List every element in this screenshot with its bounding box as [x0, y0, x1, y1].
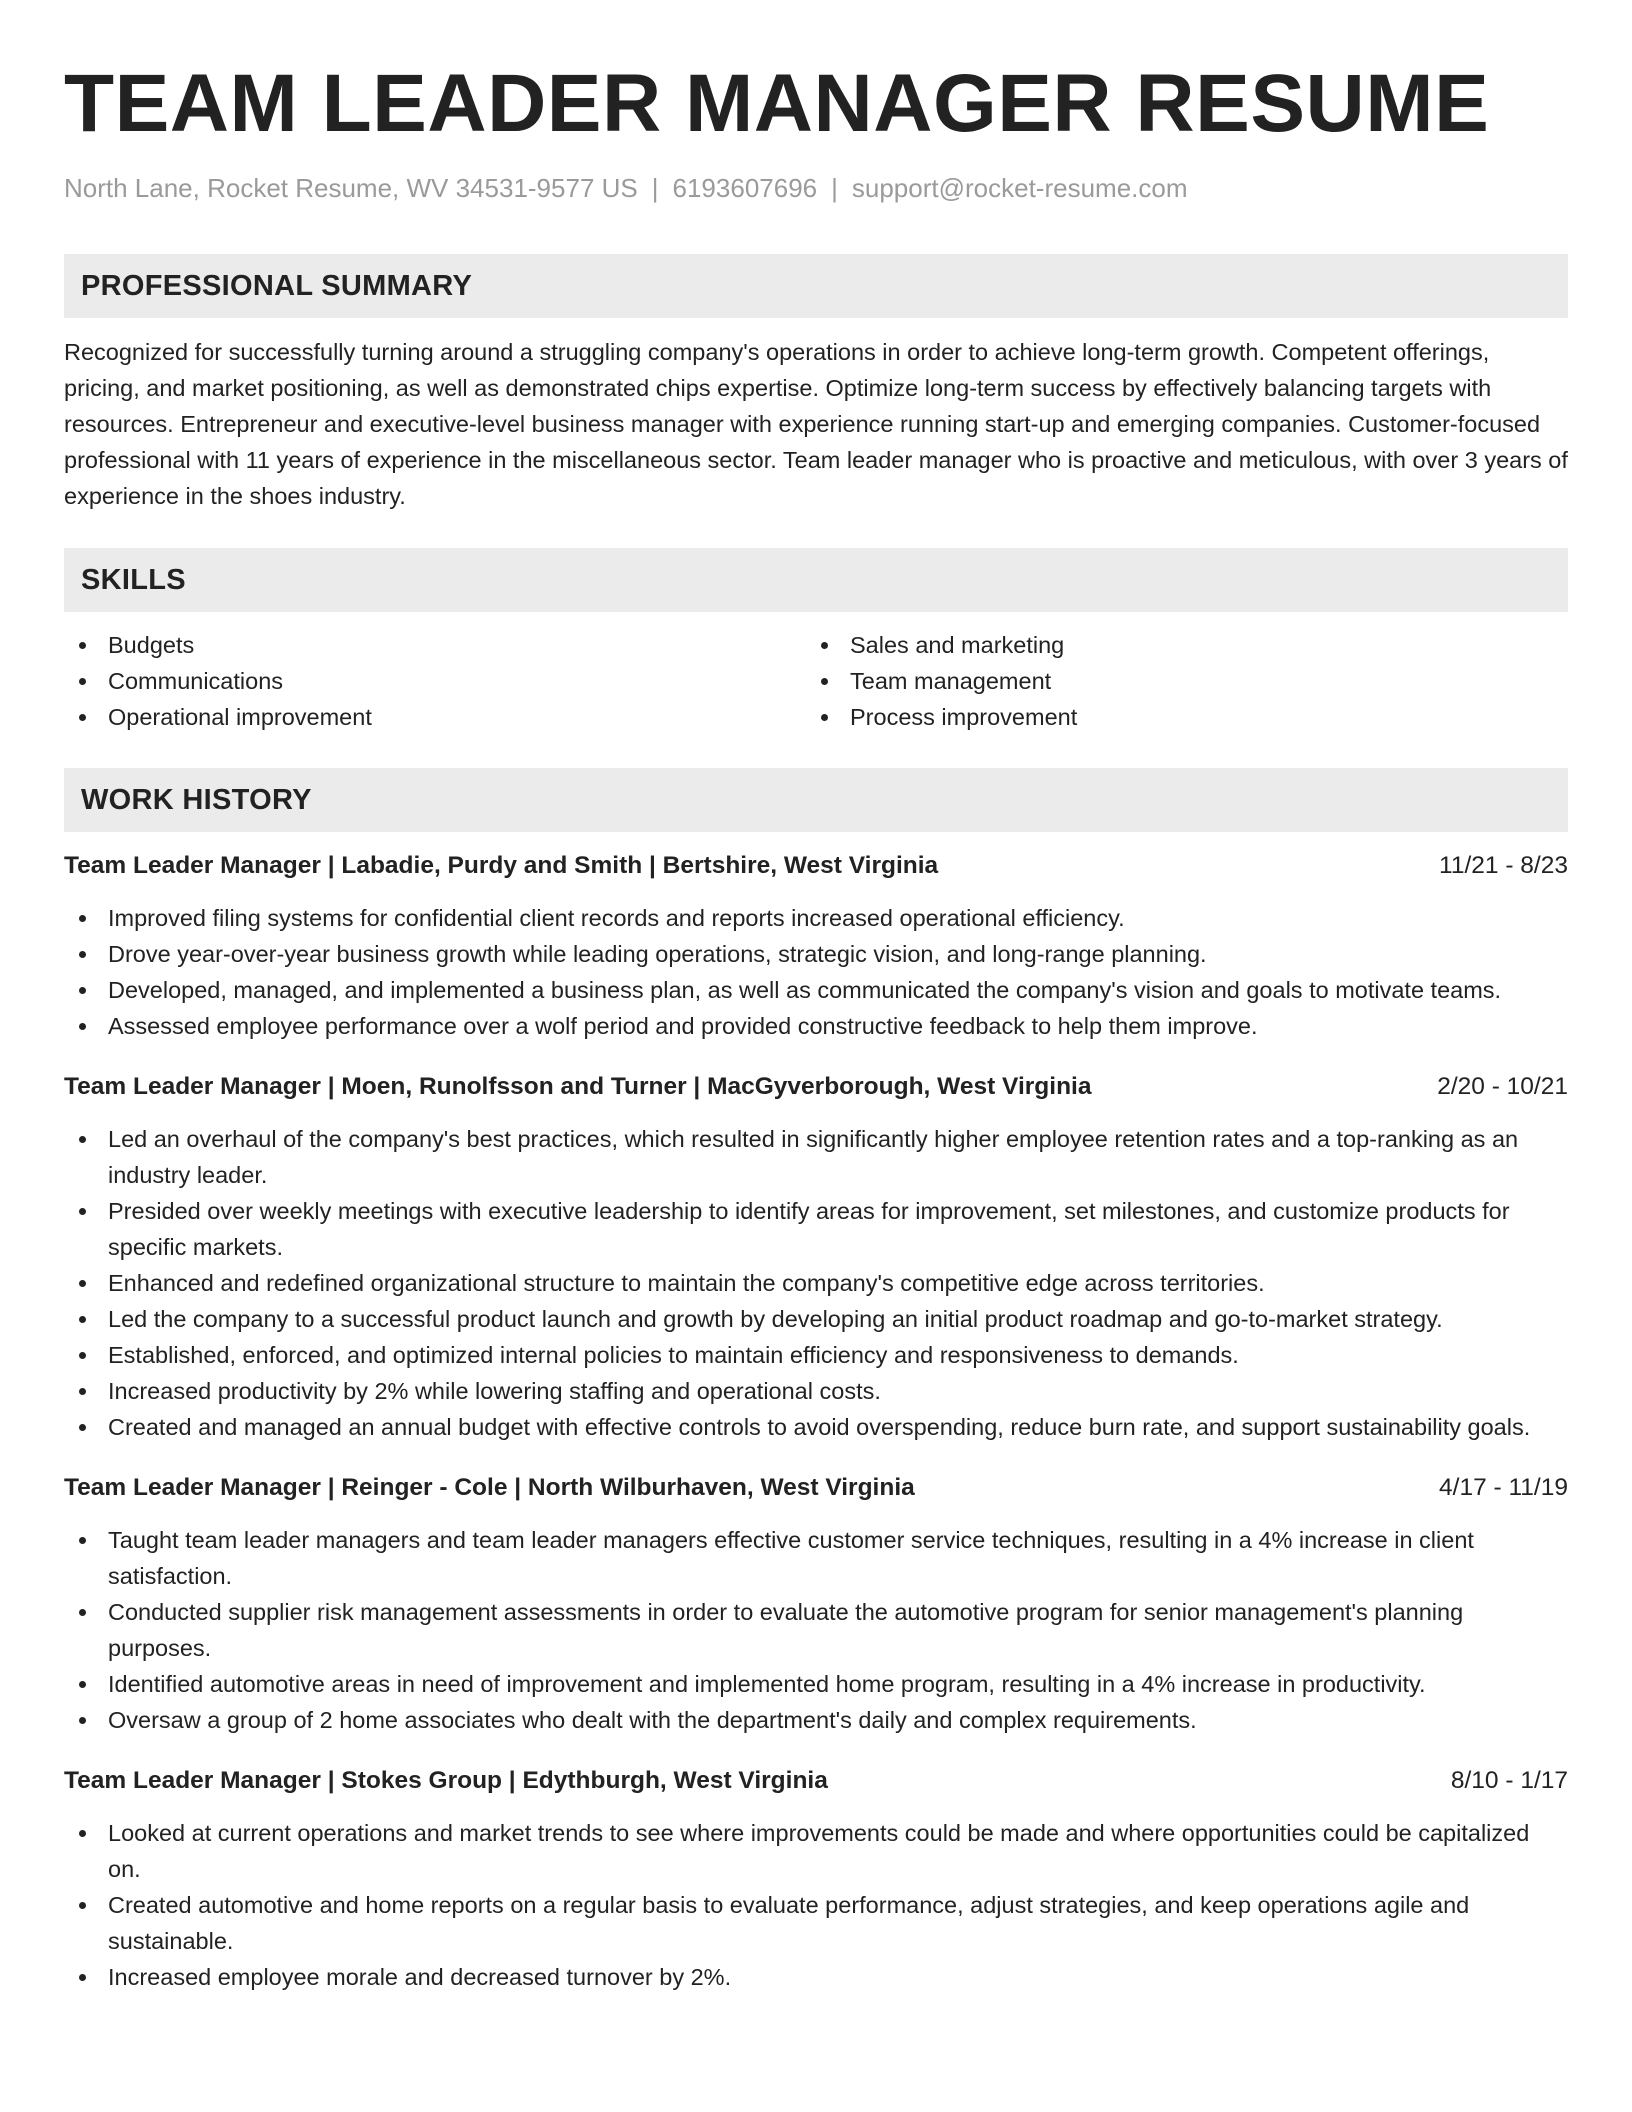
skills-column-left — [64, 627, 806, 735]
job-dates: 4/17 - 11/19 — [1439, 1474, 1568, 1501]
skill-item: Process improvement — [806, 699, 1548, 735]
job-title: Team Leader Manager | Moen, Runolfsson and Turner | MacGyverborough, West Virginia — [64, 1073, 1092, 1100]
skills-column-right — [806, 627, 1548, 735]
job-bullet: Conducted supplier risk management assessments in order to evaluate the automotive program for senior management's planning purposes. — [64, 1594, 1568, 1666]
job-dates: 2/20 - 10/21 — [1437, 1073, 1568, 1100]
job-bullet: Assessed employee performance over a wolf period and provided constructive feedback to help them improve. — [64, 1008, 1568, 1044]
job-bullet: Identified automotive areas in need of improvement and implemented home program, resulting in a 4% increase in productivity. — [64, 1666, 1568, 1702]
job-bullet: Enhanced and redefined organizational structure to maintain the company's competitive edge across territories. — [64, 1265, 1568, 1301]
summary-paragraph: Recognized for successfully turning around a struggling company's operations in order to achieve long-term growth. Competent offerings, pricing, and market positioning, as well as demonstrated chips expertise. Optimize long-term success by effectively balancing targets with resources. Entrepreneur and executive-level business manager with experience running start-up and emerging companies. Customer-focused professional with 11 years of experience in the miscellaneous sector. Team leader manager who is proactive and meticulous, with over 3 years of experience in the shoes industry. — [64, 339, 1568, 509]
job-title: Team Leader Manager | Stokes Group | Edythburgh, West Virginia — [64, 1767, 828, 1794]
job-bullet: Led the company to a successful product launch and growth by developing an initial product roadmap and go-to-market strategy. — [64, 1301, 1568, 1337]
job-bullet: Looked at current operations and market trends to see where improvements could be made and where opportunities could be capitalized on. — [64, 1815, 1568, 1887]
section-heading-skills: SKILLS — [64, 548, 1568, 612]
skill-item: Team management — [806, 663, 1548, 699]
job-entry — [64, 848, 1568, 1044]
job-title: Team Leader Manager | Labadie, Purdy and Smith | Bertshire, West Virginia — [64, 852, 939, 879]
job-bullet: Increased productivity by 2% while lowering staffing and operational costs. — [64, 1373, 1568, 1409]
job-bullets — [64, 1121, 1568, 1445]
job-bullet: Presided over weekly meetings with executive leadership to identify areas for improvement, set milestones, and customize products for specific markets. — [64, 1193, 1568, 1265]
job-bullet: Led an overhaul of the company's best practices, which resulted in significantly higher employee retention rates and a top-ranking as an industry leader. — [64, 1121, 1568, 1193]
skill-item: Budgets — [64, 627, 806, 663]
section-heading-work-history: WORK HISTORY — [64, 768, 1568, 832]
job-bullet: Improved filing systems for confidential client records and reports increased operational efficiency. — [64, 900, 1568, 936]
job-dates: 8/10 - 1/17 — [1450, 1767, 1568, 1794]
job-title: Team Leader Manager | Reinger - Cole | North Wilburhaven, West Virginia — [64, 1474, 915, 1501]
resume-page — [64, 50, 1568, 1995]
job-bullet: Increased employee morale and decreased turnover by 2%. — [64, 1959, 1568, 1995]
job-header — [64, 848, 1568, 884]
contact-address: North Lane, Rocket Resume, WV 34531-9577 US — [64, 173, 638, 203]
job-bullet: Taught team leader managers and team leader managers effective customer service techniques, resulting in a 4% increase in client satisfaction. — [64, 1522, 1568, 1594]
skill-item: Operational improvement — [64, 699, 806, 735]
skill-item: Sales and marketing — [806, 627, 1548, 663]
job-dates: 11/21 - 8/23 — [1439, 852, 1568, 879]
contact-line — [64, 172, 1568, 204]
contact-phone: 6193607696 — [672, 173, 818, 203]
skill-item: Communications — [64, 663, 806, 699]
contact-separator: | — [651, 173, 659, 203]
job-bullet: Oversaw a group of 2 home associates who dealt with the department's daily and complex requirements. — [64, 1702, 1568, 1738]
job-bullet: Created automotive and home reports on a regular basis to evaluate performance, adjust strategies, and keep operations agile and sustainable. — [64, 1887, 1568, 1959]
resume-title: TEAM LEADER MANAGER RESUME — [64, 58, 1490, 149]
job-bullets — [64, 1522, 1568, 1738]
job-entry — [64, 1069, 1568, 1445]
job-entry — [64, 1470, 1568, 1738]
skills-list — [64, 627, 1568, 735]
job-bullet: Developed, managed, and implemented a business plan, as well as communicated the company's vision and goals to motivate teams. — [64, 972, 1568, 1008]
job-bullets — [64, 1815, 1568, 1995]
contact-email: support@rocket-resume.com — [851, 173, 1188, 203]
job-entry — [64, 1763, 1568, 1995]
job-header — [64, 1069, 1568, 1105]
job-header — [64, 1763, 1568, 1799]
job-bullet: Drove year-over-year business growth while leading operations, strategic vision, and long-range planning. — [64, 936, 1568, 972]
job-bullet: Established, enforced, and optimized internal policies to maintain efficiency and responsiveness to demands. — [64, 1337, 1568, 1373]
job-header — [64, 1470, 1568, 1506]
section-heading-summary: PROFESSIONAL SUMMARY — [64, 254, 1568, 318]
contact-separator: | — [831, 173, 838, 203]
job-bullets — [64, 900, 1568, 1044]
job-bullet: Created and managed an annual budget with effective controls to avoid overspending, reduce burn rate, and support sustainability goals. — [64, 1409, 1568, 1445]
